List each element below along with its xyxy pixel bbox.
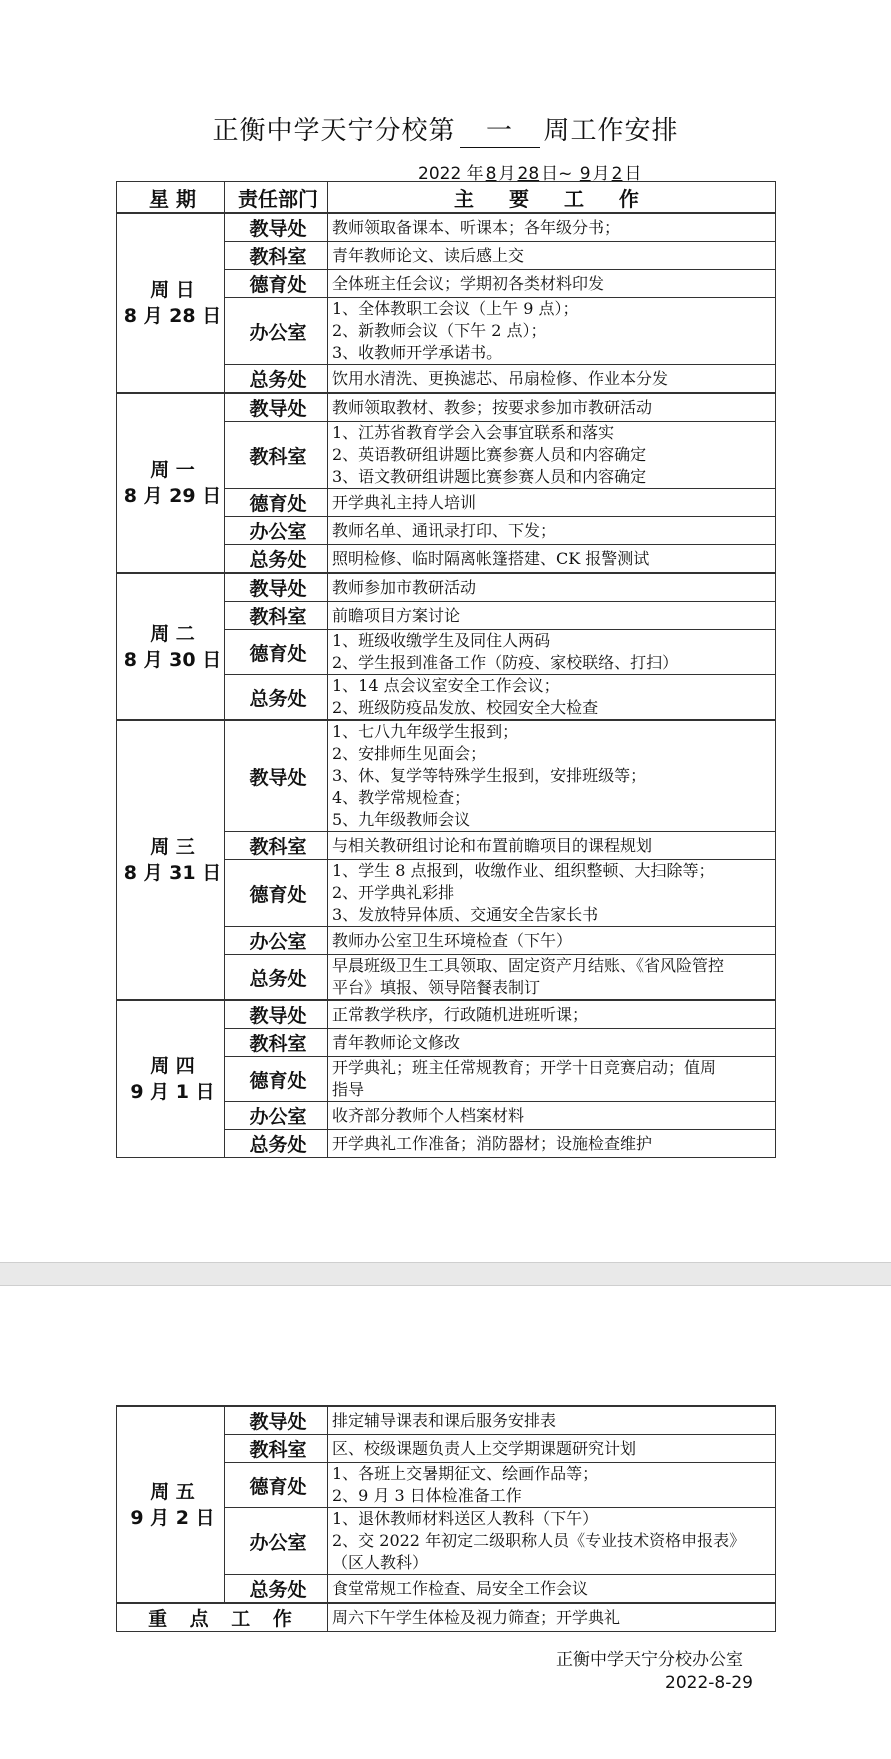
work-line: 指导 (332, 1080, 365, 1099)
week-number: 一 (460, 110, 540, 148)
work-cell (328, 720, 776, 832)
year-unit: 年 (466, 164, 484, 184)
dept-cell: 教导处 (225, 573, 328, 602)
work-cell (328, 242, 776, 270)
work-line: 3、发放特异体质、交通安全告家长书 (332, 905, 599, 924)
dept-cell: 总务处 (225, 1575, 328, 1604)
header-day: 星 期 (117, 182, 225, 214)
start-month: 8 (485, 164, 497, 184)
work-line: 青年教师论文、读后感上交 (332, 245, 525, 265)
day-date: 8 月 28 日 (123, 305, 222, 327)
schedule-table-continued (116, 1405, 776, 1632)
work-line: 前瞻项目方案讨论 (332, 605, 461, 625)
work-line: 早晨班级卫生工具领取、固定资产月结账、《省风险管控 (332, 956, 725, 975)
work-line: 开学典礼；班主任常规教育；开学十日竞赛启动；值周 (332, 1058, 717, 1077)
dept-cell: 总务处 (225, 1130, 328, 1158)
work-line: 收齐部分教师个人档案材料 (332, 1105, 525, 1125)
work-line: 4、教学常规检查； (332, 788, 471, 807)
work-cell (328, 1130, 776, 1158)
work-cell (328, 1057, 776, 1102)
day-date: 8 月 30 日 (123, 648, 222, 671)
dept-cell: 总务处 (225, 365, 328, 394)
work-line: 2、安排师生见面会； (332, 744, 487, 763)
year: 2022 (418, 164, 462, 184)
work-cell (328, 675, 776, 721)
work-line: 2、英语教研组讲题比赛参赛人员和内容确定 (332, 445, 647, 464)
work-line: 教师名单、通讯录打印、下发； (332, 520, 557, 540)
key-work-label: 重 点 工 作 (117, 1603, 328, 1632)
dept-cell: 教导处 (225, 393, 328, 422)
month-unit: 月 (592, 164, 610, 184)
day-cell (117, 1406, 225, 1603)
work-cell (328, 270, 776, 298)
work-cell (328, 927, 776, 955)
dept-cell: 办公室 (225, 927, 328, 955)
day-cell (117, 393, 225, 573)
work-line: 教师办公室卫生环境检查（下午） (332, 930, 573, 950)
dept-cell: 德育处 (225, 630, 328, 675)
day-cell (117, 720, 225, 1000)
work-cell (328, 1508, 776, 1575)
dept-cell: 教科室 (225, 602, 328, 630)
work-line: 全体班主任会议；学期初各类材料印发 (332, 273, 605, 293)
work-line: 教师领取教材、教参；按要求参加市教研活动 (332, 397, 653, 417)
day-unit: 日 (624, 164, 642, 184)
dept-cell: 教导处 (225, 1406, 328, 1435)
day-name: 周 日 (150, 279, 195, 301)
dept-cell: 教科室 (225, 1029, 328, 1057)
work-cell (328, 832, 776, 860)
work-cell (328, 517, 776, 545)
work-line: 2、班级防疫品发放、校园安全大检查 (332, 698, 599, 717)
schedule-table (116, 181, 776, 1158)
work-cell (328, 1463, 776, 1508)
work-line: 2、学生报到准备工作（防疫、家校联络、打扫） (332, 653, 679, 672)
work-cell (328, 1406, 776, 1435)
work-line: 1、班级收缴学生及同住人两码 (332, 631, 551, 650)
table-row (117, 1000, 776, 1029)
table-row (117, 573, 776, 602)
title-prefix: 正衡中学天宁分校第 (212, 116, 456, 146)
dept-cell: 教导处 (225, 213, 328, 242)
work-line: （区人教科） (332, 1553, 429, 1572)
work-line: 食堂常规工作检查、局安全工作会议 (332, 1578, 589, 1598)
work-cell (328, 955, 776, 1001)
work-line: 2、交 2022 年初定二级职称人员《专业技术资格申报表》 (332, 1531, 746, 1550)
title-suffix: 周工作安排 (543, 116, 679, 146)
work-line: 青年教师论文修改 (332, 1032, 461, 1052)
work-cell (328, 1575, 776, 1604)
work-line: 3、收教师开学承诺书。 (332, 343, 503, 362)
day-name: 周 一 (150, 459, 195, 481)
work-line: 教师参加市教研活动 (332, 577, 477, 597)
start-day: 28 (517, 164, 540, 184)
dept-cell: 德育处 (225, 270, 328, 298)
day-unit: 日~ (541, 164, 573, 184)
month-unit: 月 (498, 164, 516, 184)
dept-cell: 德育处 (225, 1463, 328, 1508)
work-cell (328, 1029, 776, 1057)
page-title (0, 110, 891, 148)
work-line: 1、学生 8 点报到，收缴作业、组织整顿、大扫除等； (332, 861, 715, 880)
dept-cell: 德育处 (225, 1057, 328, 1102)
header-dept: 责任部门 (225, 182, 328, 214)
work-cell (328, 1000, 776, 1029)
signature-date: 2022-8-29 (665, 1673, 753, 1693)
dept-cell: 教科室 (225, 832, 328, 860)
dept-cell: 德育处 (225, 489, 328, 517)
table-row (117, 1406, 776, 1435)
day-cell (117, 1000, 225, 1158)
table-row (117, 393, 776, 422)
work-cell (328, 422, 776, 489)
dept-cell: 德育处 (225, 860, 328, 927)
dept-cell: 教科室 (225, 1435, 328, 1463)
work-line: 3、休、复学等特殊学生报到，安排班级等； (332, 766, 647, 785)
work-cell (328, 545, 776, 574)
dept-cell: 总务处 (225, 545, 328, 574)
work-line: 开学典礼主持人培训 (332, 492, 477, 512)
work-cell (328, 365, 776, 394)
day-name: 周 四 (150, 1055, 195, 1077)
day-date: 9 月 1 日 (130, 1081, 215, 1103)
end-month: 9 (579, 164, 591, 184)
work-line: 平台》填报、领导陪餐表制订 (332, 978, 541, 997)
work-line: 饮用水清洗、更换滤芯、吊扇检修、作业本分发 (332, 368, 669, 388)
dept-cell: 教导处 (225, 1000, 328, 1029)
day-date: 9 月 2 日 (130, 1506, 215, 1529)
work-line: 5、九年级教师会议 (332, 810, 471, 829)
work-cell (328, 213, 776, 242)
work-cell (328, 860, 776, 927)
work-line: 与相关教研组讨论和布置前瞻项目的课程规划 (332, 835, 653, 855)
work-line: 正常教学秩序，行政随机进班听课； (332, 1004, 589, 1024)
work-cell (328, 489, 776, 517)
work-line: 排定辅导课表和课后服务安排表 (332, 1410, 557, 1430)
work-line: 2、开学典礼彩排 (332, 883, 455, 902)
day-name: 周 五 (150, 1480, 195, 1503)
day-date: 8 月 31 日 (123, 862, 222, 884)
work-line: 开学典礼工作准备；消防器材；设施检查维护 (332, 1133, 653, 1153)
dept-cell: 办公室 (225, 517, 328, 545)
day-cell (117, 213, 225, 393)
key-work-text: 周六下午学生体检及视力筛查；开学典礼 (328, 1603, 776, 1632)
day-date: 8 月 29 日 (123, 485, 222, 507)
work-line: 1、江苏省教育学会入会事宜联系和落实 (332, 423, 615, 442)
work-cell (328, 602, 776, 630)
work-cell (328, 298, 776, 365)
dept-cell: 办公室 (225, 1508, 328, 1575)
work-cell (328, 1435, 776, 1463)
work-line: 1、14 点会议室安全工作会议； (332, 676, 560, 695)
end-day: 2 (611, 164, 623, 184)
work-line: 照明检修、临时隔离帐篷搭建、CK 报警测试 (332, 548, 650, 568)
work-line: 1、全体教职工会议（上午 9 点）； (332, 299, 579, 318)
work-line: 2、9 月 3 日体检准备工作 (332, 1486, 522, 1505)
dept-cell: 总务处 (225, 675, 328, 721)
dept-cell: 教导处 (225, 720, 328, 832)
dept-cell: 总务处 (225, 955, 328, 1001)
work-line: 3、语文教研组讲题比赛参赛人员和内容确定 (332, 467, 647, 486)
day-cell (117, 573, 225, 720)
dept-cell: 办公室 (225, 1102, 328, 1130)
work-line: 1、退休教师材料送区人教科（下午） (332, 1509, 599, 1528)
work-cell (328, 1102, 776, 1130)
header-work: 主 要 工 作 (328, 182, 776, 214)
work-line: 教师领取备课本、听课本；各年级分书； (332, 217, 621, 237)
work-line: 2、新教师会议（下午 2 点）； (332, 321, 547, 340)
day-name: 周 三 (150, 836, 195, 858)
work-cell (328, 393, 776, 422)
signature-org: 正衡中学天宁分校办公室 (556, 1650, 743, 1670)
work-line: 区、校级课题负责人上交学期课题研究计划 (332, 1438, 637, 1458)
work-line: 1、七八九年级学生报到； (332, 722, 519, 741)
dept-cell: 教科室 (225, 242, 328, 270)
table-row (117, 213, 776, 242)
work-line: 1、各班上交暑期征文、绘画作品等； (332, 1464, 599, 1483)
dept-cell: 办公室 (225, 298, 328, 365)
work-cell (328, 630, 776, 675)
page-break (0, 1262, 891, 1286)
document-page-2 (0, 1286, 891, 1759)
table-row (117, 720, 776, 832)
day-name: 周 二 (150, 622, 195, 645)
work-cell (328, 573, 776, 602)
dept-cell: 教科室 (225, 422, 328, 489)
